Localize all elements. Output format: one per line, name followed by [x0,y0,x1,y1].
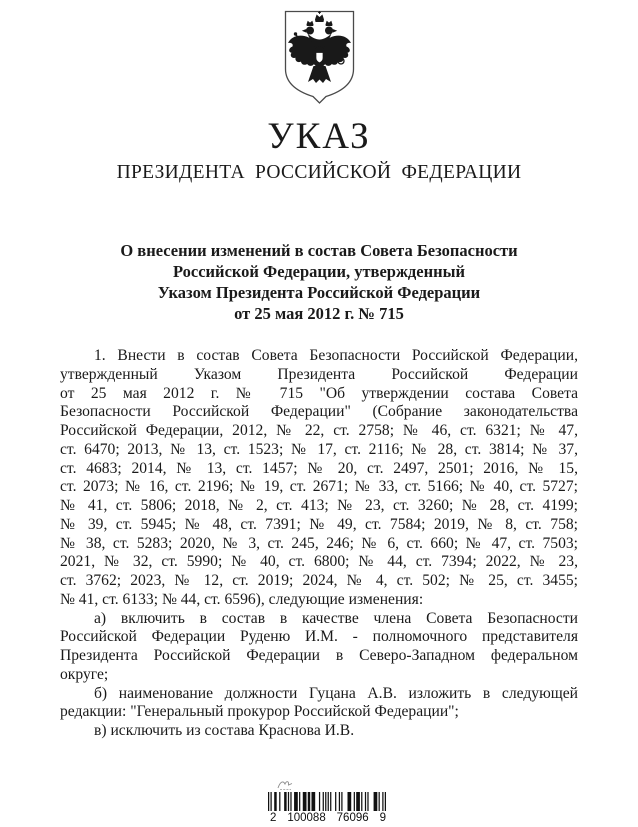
body-line: 1. Внести в состав Совета Безопасности Российской Федерации, [94,347,578,364]
subject-line: Российской Федерации, утвержденный [172,262,466,281]
body-line: редакции: "Генеральный прокурор Российской Федерации"; [60,703,459,721]
decree-title: УКАЗ [267,116,371,157]
coat-of-arms-emblem [280,10,359,105]
body-line: № 39, ст. 5945; № 48, ст. 7391; № 49, ст. 7584; 2019, № 8, ст. 758; [60,515,578,533]
stamp-mark-icon [276,779,298,791]
body-line: утвержденный Указом Президента Российской Федерации [60,365,578,383]
barcode-digit-group: 100088 [287,812,326,824]
subject-line: О внесении изменений в состав Совета Безопасности [120,241,518,260]
body-paragraph [60,685,578,723]
body-line: а) включить в состав в качестве члена Совета Безопасности [94,609,578,627]
ean13-barcode [268,792,386,811]
body-paragraph [60,347,578,610]
body-line: от 25 мая 2012 г. № 715 "Об утверждении состава Совета [60,384,578,402]
barcode-digit-group: 2 [270,812,277,824]
body-paragraph [60,722,578,741]
body-line: № 38, ст. 5283; 2020, № 3, ст. 245, 246; № 6, ст. 660; № 47, ст. 7503; [60,534,578,552]
barcode-block [268,779,388,824]
body-line: Российской Федерации, 2012, № 22, ст. 2758; № 46, ст. 6321; № 47, [60,422,578,439]
body-line: Российской Федерации Руденю И.М. - полномочного представителя [60,628,578,646]
subject-line: от 25 мая 2012 г. № 715 [234,304,404,323]
body-line: Президента Российской Федерации в Северо-Западном федеральном [60,647,578,664]
barcode-digits [268,812,388,824]
decree-body [60,347,578,741]
body-line: округе; [60,665,109,683]
body-line: ст. 4683; 2014, № 13, ст. 1457; № 20, ст. 2497, 2501; 2016, № 15, [60,459,578,477]
body-line: ст. 3762; 2023, № 12, ст. 2019; 2024, № 4, ст. 502; № 25, ст. 3455; [60,572,578,589]
body-line: Безопасности Российской Федерации" (Собрание законодательства [60,403,578,421]
body-line: № 41, ст. 5806; 2018, № 2, ст. 413; № 23, ст. 3260; № 28, ст. 4199; [60,497,578,514]
subject-line: Указом Президента Российской Федерации [157,283,481,302]
body-line: в) исключить из состава Краснова И.В. [94,722,355,739]
body-line: 2021, № 32, ст. 5990; № 40, ст. 6800; № 44, ст. 7394; 2022, № 23, [60,553,578,571]
body-line: № 41, ст. 6133; № 44, ст. 6596), следующие изменения: [60,590,424,608]
body-paragraph [60,610,578,685]
decree-subtitle: ПРЕЗИДЕНТА РОССИЙСКОЙ ФЕДЕРАЦИИ [116,162,522,183]
body-line: б) наименование должности Гуцана А.В. изложить в следующей [94,684,578,702]
decree-subject-heading [49,240,589,324]
barcode-digit-group: 76096 [336,812,369,824]
body-line: ст. 6470; 2013, № 13, ст. 1523; № 17, ст. 2116; № 28, ст. 3814; № 37, [60,440,578,458]
barcode-digit-group: 9 [379,812,386,824]
body-line: ст. 2073; № 16, ст. 2196; № 19, ст. 2671; № 33, ст. 5166; № 40, ст. 5727; [60,478,578,496]
